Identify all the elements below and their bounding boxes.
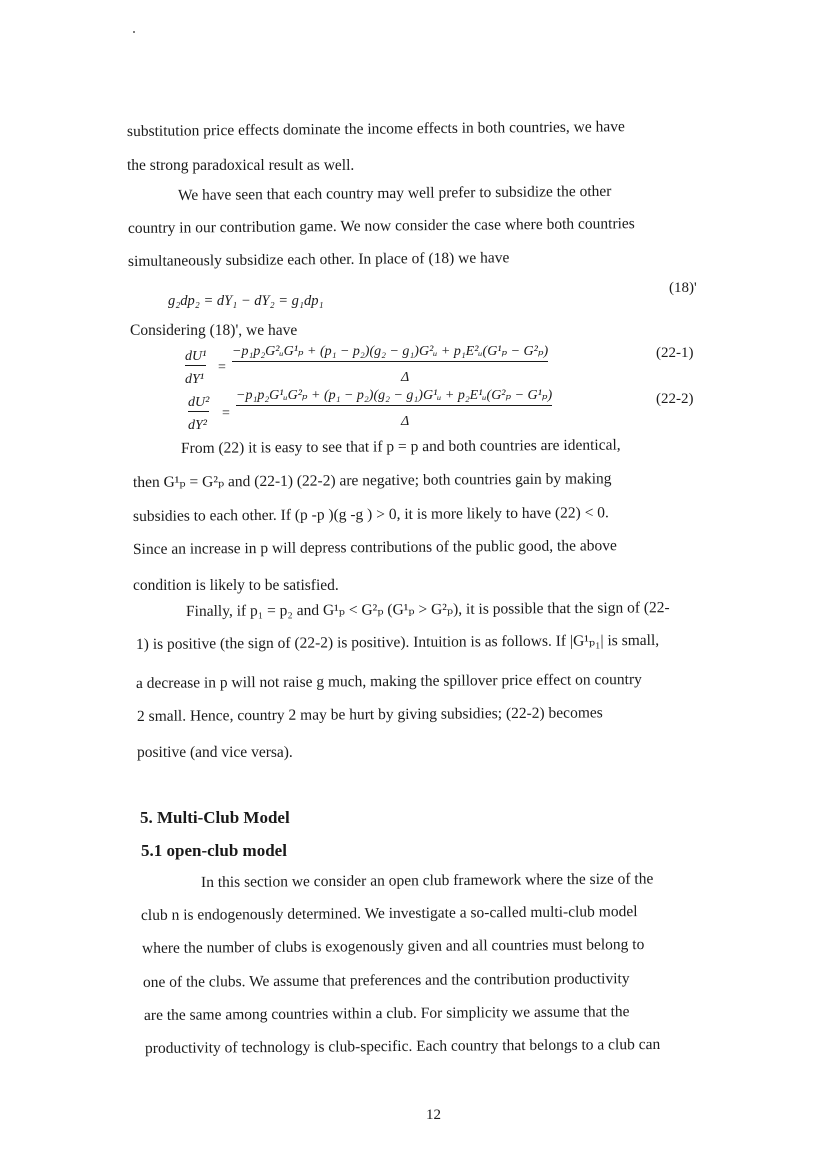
paragraph-line: We have seen that each country may well prefer to subsidize the other (177, 182, 612, 204)
paragraph-line: condition is likely to be satisfied. (133, 577, 339, 594)
equation-label-22-2: (22-2) (656, 391, 694, 407)
paragraph-line: the strong paradoxical result as well. (127, 157, 355, 174)
section-heading: 5. Multi-Club Model (140, 808, 290, 827)
eq22-1-lhs-denominator: dY¹ (185, 372, 204, 387)
equation-label-22-1: (22-1) (656, 345, 694, 361)
paragraph-line: In this section we consider an open club framework where the size of the (200, 870, 654, 891)
eq22-1-numerator: −p₁p₂G²ᵤG¹ₚ + (p₁ − p₂)(g₂ − g₁)G²ᵤ + p₁E²ᵤ(G¹ₚ − G²ₚ) (232, 343, 548, 362)
paragraph-line: are the same among countries within a club. For simplicity we assume that the (143, 1003, 630, 1024)
eq22-2-equals: = (222, 406, 230, 421)
eq22-2-denominator: Δ (401, 414, 410, 429)
scan-speck (133, 31, 135, 33)
paragraph-line: one of the clubs. We assume that preferences and the contribution productivity (142, 970, 630, 991)
paragraph-line: 2 small. Hence, country 2 may be hurt by giving subsidies; (22-2) becomes (136, 704, 603, 725)
paragraph-line: 1) is positive (the sign of (22-2) is positive). Intuition is as follows. If |G¹ₚ₁| is small, (135, 631, 660, 653)
paragraph-line: positive (and vice versa). (137, 744, 293, 761)
page-number: 12 (426, 1107, 441, 1123)
eq22-2-lhs-numerator: dU² (188, 395, 210, 410)
paragraph-line: Since an increase in p will depress contributions of the public good, the above (132, 537, 617, 558)
paragraph-line: a decrease in p will not raise g much, making the spillover price effect on country (135, 671, 642, 692)
eq22-2-numerator: −p₁p₂G¹ᵤG²ₚ + (p₁ − p₂)(g₂ − g₁)G¹ᵤ + p₂E¹ᵤ(G²ₚ − G¹ₚ) (236, 387, 552, 406)
considering-line: Considering (18)', we have (130, 322, 298, 339)
eq22-1-denominator: Δ (401, 370, 410, 385)
equation-18: g₂dp₂ = dY₁ − dY₂ = g₁dp₁ (168, 293, 324, 309)
paragraph-line: substitution price effects dominate the income effects in both countries, we have (126, 118, 625, 140)
paragraph-line: productivity of technology is club-specific. Each country that belongs to a club can (144, 1035, 661, 1057)
paragraph-line: then G¹ₚ = G²ₚ and (22-1) (22-2) are negative; both countries gain by making (132, 470, 612, 491)
subsection-heading: 5.1 open-club model (141, 841, 287, 860)
equation-label-18: (18)' (669, 280, 697, 296)
paragraph-line: club n is endogenously determined. We investigate a so-called multi-club model (140, 903, 638, 924)
eq22-1-lhs-numerator: dU¹ (185, 349, 207, 364)
paragraph-line: subsidies to each other. If (p -p )(g -g ) > 0, it is more likely to have (22) < 0. (132, 504, 609, 525)
paragraph-line: country in our contribution game. We now consider the case where both countries (127, 215, 635, 237)
eq22-1-equals: = (218, 360, 226, 375)
paragraph-line: From (22) it is easy to see that if p = p and both countries are identical, (180, 436, 621, 457)
eq22-2-lhs-denominator: dY² (188, 418, 207, 433)
paragraph-line: Finally, if p₁ = p₂ and G¹ₚ < G²ₚ (G¹ₚ > G²ₚ), it is possible that the sign of (22- (185, 599, 670, 620)
paragraph-line: simultaneously subsidize each other. In place of (18) we have (127, 249, 510, 270)
paragraph-line: where the number of clubs is exogenously given and all countries must belong to (141, 936, 645, 957)
